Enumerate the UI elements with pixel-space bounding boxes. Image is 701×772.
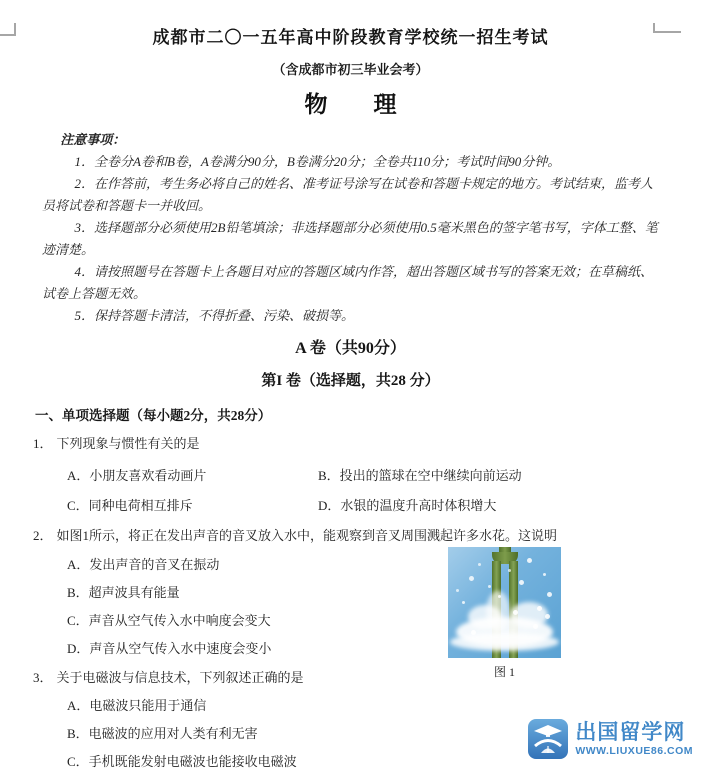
question-2-options <box>67 555 701 658</box>
question-1-stem <box>33 434 681 454</box>
notice-item-5: 5．保持答题卡清洁，不得折叠、污染、破损等。 <box>74 308 355 323</box>
question-2-option-d: D．声音从空气传入水中速度会变小 <box>67 641 272 656</box>
notice-item-2: 2．在作答前，考生务必将自己的姓名、准考证号涂写在试卷和答题卡规定的地方。考试结束，监考人员将试卷和答题卡一并收回。 <box>42 176 654 213</box>
question-1-option-d: D．水银的温度升高时体积增大 <box>318 498 497 513</box>
exam-subtitle: （含成都市初三毕业会考） <box>272 62 429 77</box>
liuxue86-logo-icon <box>528 719 568 759</box>
notice-item-3: 3．选择题部分必须使用2B铅笔填涂；非选择题部分必须使用0.5毫米黑色的签字笔书写，字体工整、笔迹清楚。 <box>42 220 658 257</box>
question-2-stem <box>33 526 681 546</box>
scan-corner-mark-right <box>653 23 681 33</box>
notices-heading: 注意事项： <box>60 132 126 147</box>
question-3-text: 关于电磁波与信息技术，下列叙述正确的是 <box>56 670 304 685</box>
question-2-option-a: A．发出声音的音叉在振动 <box>67 557 220 572</box>
scan-corner-mark-left <box>0 23 16 36</box>
exam-title: 成都市二〇一五年高中阶段教育学校统一招生考试 <box>152 28 549 47</box>
watermark-site-name: 出国留学网 <box>575 720 686 744</box>
figure-1 <box>448 547 561 680</box>
question-1-option-c: C．同种电荷相互排斥 <box>67 498 193 513</box>
watermark-site-url: WWW.LIUXUE86.COM <box>575 744 693 757</box>
tuning-fork-photo <box>448 547 561 658</box>
question-1-text: 下列现象与惯性有关的是 <box>56 436 200 451</box>
question-3-option-c: C．手机既能发射电磁波也能接收电磁波 <box>67 754 297 769</box>
exam-notices <box>42 129 663 327</box>
question-3-stem <box>33 668 681 688</box>
question-3-number: 3． <box>33 670 53 685</box>
question-3-option-b: B．电磁波的应用对人类有利无害 <box>67 726 258 741</box>
notice-item-4: 4．请按照题号在答题卡上各题目对应的答题区域内作答，超出答题区域书写的答案无效；在草稿纸、试卷上答题无效。 <box>42 264 654 301</box>
question-2-text: 如图1所示，将正在发出声音的音叉放入水中，能观察到音叉周围溅起许多水花。这说明 <box>56 528 558 543</box>
water-splash <box>450 633 559 651</box>
watermark-liuxue86 <box>528 719 693 759</box>
section-a-heading: A 卷（共90分） <box>295 340 406 357</box>
watermark-text <box>575 722 693 757</box>
question-2-option-b: B．超声波具有能量 <box>67 585 180 600</box>
question-2-option-c: C．声音从空气传入水中响度会变大 <box>67 613 271 628</box>
question-1-number: 1． <box>33 436 53 451</box>
question-2 <box>0 526 701 658</box>
exam-paper-page <box>0 23 701 769</box>
notice-item-1: 1．全卷分A卷和B卷，A卷满分90分，B卷满分20分；全卷共110分；考试时间90分钟。 <box>74 154 561 169</box>
water-bubbles <box>448 547 451 550</box>
question-2-number: 2． <box>33 528 53 543</box>
question-1-option-b: B．投出的篮球在空中继续向前运动 <box>318 468 522 483</box>
question-3-option-a: A．电磁波只能用于通信 <box>67 698 207 713</box>
question-1-options <box>67 466 701 516</box>
subject-title: 物 理 <box>304 91 397 117</box>
section-1-heading: 第I 卷（选择题，共28 分） <box>261 373 440 389</box>
question-1 <box>0 434 701 516</box>
figure-1-caption: 图 1 <box>493 665 515 679</box>
multiple-choice-heading: 一、单项选择题（每小题2分，共28分） <box>35 408 272 423</box>
question-1-option-a: A．小朋友喜欢看动画片 <box>67 468 207 483</box>
